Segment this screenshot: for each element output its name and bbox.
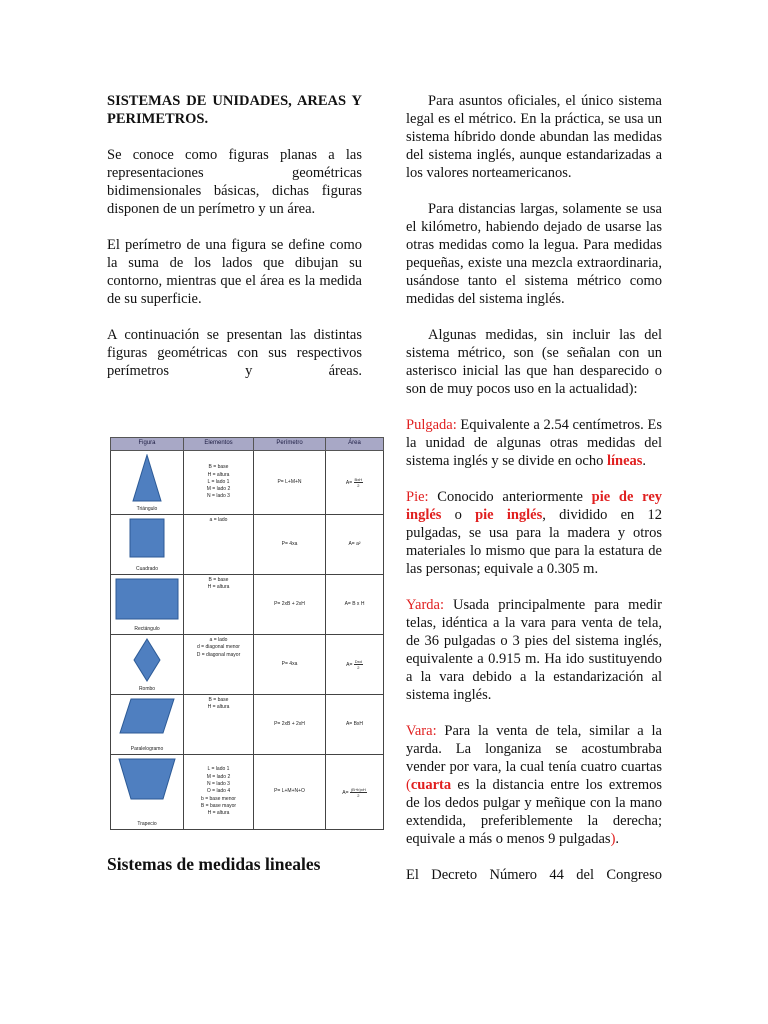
rhombus-shape [133,638,161,682]
element-item: H = altura [207,584,230,591]
area-fraction [354,659,363,670]
area-cell: A= BxH [326,695,384,755]
pie-text-2: o [441,507,476,523]
element-item: N = lado 3 [207,781,230,788]
table-row-cuadrado [111,515,384,575]
perimeter-cell: P= 2xB + 2xH [254,695,326,755]
rectangle-shape [115,578,179,620]
header-figura: Figura [111,438,184,451]
elements-cell [184,451,254,515]
pulgada-paragraph [406,416,662,470]
fraction-denominator: 2 [357,665,360,670]
figure-name: Rombo [138,685,156,692]
elements-cell [184,755,254,830]
vara-text-1: Para la venta de tela, similar a la yarda. La longaniza se acostumbraba vender por vara, la cual tenía cuatro cuartas [406,723,662,775]
elements-cell [184,575,254,635]
figure-name: Triángulo [136,505,158,512]
elements-cell [184,635,254,695]
element-item: M = lado 2 [206,773,231,780]
figure-cell [111,575,184,635]
perimeter-definition-paragraph: El perímetro de una figura se define como la suma de los lados que dibujan su contorno, mientras que el área es la medida de su superficie. [107,237,362,307]
element-item: N = lado 3 [207,493,230,500]
figures-table [110,437,384,830]
area-fraction [354,477,364,488]
figure-name: Rectángulo [134,625,160,632]
perimeter-cell: P= 2xB + 2xH [254,575,326,635]
term-cuarta: cuarta [410,777,452,793]
left-column [107,92,362,398]
element-item: B = base [208,697,229,703]
yarda-paragraph [406,596,662,704]
figure-cell [111,695,184,755]
term-yarda: Yarda: [406,597,444,613]
term-lineas: líneas [606,453,643,469]
pie-paragraph [406,488,662,578]
element-item: L = lado 1 [207,766,230,773]
square-shape [129,518,165,558]
vara-close-paren: ) [610,831,616,847]
area-cell: A= B x H [326,575,384,635]
pie-text-1: Conocido anteriormente [428,489,592,505]
area-prefix: A= [345,479,353,486]
fraction-numerator: Dxd [354,659,362,664]
area-prefix: A= [342,789,349,796]
table-row-rectangulo [111,575,384,635]
elements-cell [184,695,254,755]
figure-name: Paralelogramo [130,745,164,752]
section-title: Sistemas de medidas lineales [107,854,321,874]
element-item: B = base [208,464,229,471]
element-item: H = altura [207,704,230,711]
area-cell [326,635,384,695]
element-item: b = base menor [201,795,236,802]
figure-cell [111,451,184,515]
figure-name: Trapecio [137,820,157,827]
element-item: H = altura [207,471,230,478]
parallelogram-shape [119,698,175,734]
figure-cell [111,635,184,695]
element-item: B = base mayor [200,802,237,809]
vara-paragraph [406,722,662,848]
decreto-paragraph: El Decreto Número 44 del Congreso [406,867,662,883]
area-cell: A= a² [326,515,384,575]
term-pie-ingles: pie inglés [475,507,543,523]
trapezoid-shape [118,758,176,800]
pie-text-3: , dividido en 12 pulgadas, se usa para la madera y otros materiales lo mismo que para la estatura de las personas; equivale a 0.305 m. [406,507,662,577]
element-item: d = diagonal menor [197,644,240,651]
area-fraction [350,787,367,798]
figure-cell [111,515,184,575]
table-row-paralelogramo [111,695,384,755]
area-prefix: A= [346,661,353,668]
element-item: a = lado [209,637,228,643]
distances-paragraph: Para distancias largas, solamente se usa el kilómetro, habiendo dejado de usarse las otras medidas como la legua. Para medidas pequeñas, existe una mezcla extraordinaria, usándose tanto el sistema métrico como medidas del sistema inglés. [406,201,662,307]
pulgada-text: Equivalente a 2.54 centímetros. Es la unidad de algunas otras medidas del sistema inglés y se divide en ocho [406,417,662,469]
element-item: O = lado 4 [206,788,231,795]
term-vara: Vara: [406,723,437,739]
header-perimetro: Perímetro [254,438,326,451]
table-row-rombo [111,635,384,695]
perimeter-cell: P= L+M+N+O [254,755,326,830]
element-item: L = lado 1 [207,478,230,485]
area-cell [326,755,384,830]
fraction-numerator: BxH [354,477,363,482]
triangle-shape [132,454,162,502]
element-item: B = base [208,577,229,583]
table-header-row [111,438,384,451]
header-elementos: Elementos [184,438,254,451]
area-cell [326,451,384,515]
pulgada-end: . [642,453,647,469]
vara-text-2: es la distancia entre los extremos de los dedos pulgar y meñique con la mano extendida, preferiblemente la derecha; equivale a más o menos 9 pulgadas [406,777,662,847]
table-row-triangulo [111,451,384,515]
perimeter-cell: P= 4xa [254,635,326,695]
table-row-trapecio [111,755,384,830]
elements-cell [184,515,254,575]
fraction-denominator: 2 [357,792,360,798]
header-area: Área [326,438,384,451]
term-pie: Pie: [406,489,429,505]
fraction-numerator: (B+b)xH [350,786,366,792]
figure-cell [111,755,184,830]
figure-name: Cuadrado [136,565,158,572]
official-system-paragraph: Para asuntos oficiales, el único sistema legal es el métrico. En la práctica, se usa un sistema híbrido donde abundan las medidas del sistema inglés, aunque estandarizadas a los valores norteamericanos. [406,93,662,181]
measures-intro-paragraph: Algunas medidas, sin incluir las del sistema métrico, son (se señalan con un asterisco inicial las que han desparecido o son de muy pocos uso en la actualidad): [406,327,662,397]
term-pulgada: Pulgada: [406,417,457,433]
term-pie-de-rey-ingles: pie de rey inglés [406,489,663,523]
yarda-text: Usada principalmente para medir telas, idéntica a la vara para venta de tela, de 36 pulgadas o 3 pies del sistema inglés, equivalente a 0.915 m. Ha ido sustituyendo a la vara debido a la estandarización al sistema inglés. [406,597,662,703]
right-column [406,92,662,902]
vara-open-paren: ( [406,777,411,793]
intro-paragraph: Se conoce como figuras planas a las representaciones geométricas bidimensionales básicas, dichas figuras disponen de un perímetro y un área. [107,147,362,217]
document-title: SISTEMAS DE UNIDADES, AREAS Y PERIMETROS. [107,93,362,127]
element-item: H = altura [207,810,230,817]
table-intro-paragraph: A continuación se presentan las distintas figuras geométricas con sus respectivos perímetros y áreas. [107,327,362,379]
perimeter-cell: P= L+M+N [254,451,326,515]
element-item: a = lado [209,517,228,523]
element-item: M = lado 2 [206,486,231,493]
vara-end: . [615,831,620,847]
fraction-denominator: 2 [357,483,360,488]
element-item: D = diagonal mayor [196,651,241,658]
perimeter-cell: P= 4xa [254,515,326,575]
